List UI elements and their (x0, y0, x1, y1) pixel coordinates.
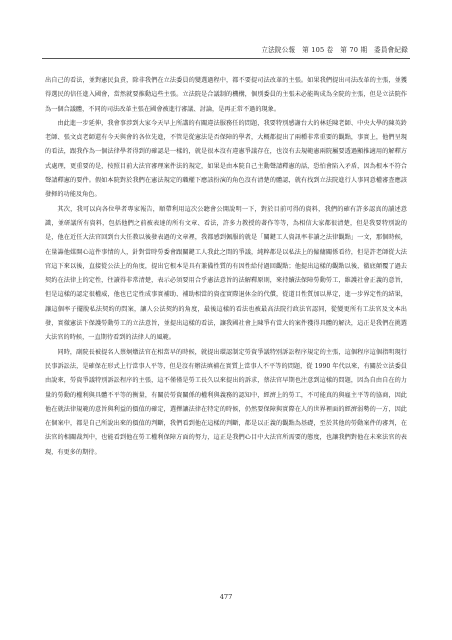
paragraph: 同時，副院長被提名人蔡炯燉法官在相當早的時候，就提出環認制定勞資爭議特別訴訟程序規定的主張，這個程序這個指明現行民事訴訟法，是確保在形式上行當事人平等，但是沒有辦法填補在實質上當事人不平等的問題，從 1990 年代以來，有關於立法委員由說來，勞資爭議特別訴訟程序的主張，這不僅僅是勞工長久以來提出的訴求，蔡法官早期也注意到這樣的問題，因為自由自在的力量的勞動的權利與具體不平等的衡量，有關於勞資關係的權利與義務的認知中，經濟上的勞工，不可能真的與雇主平等的協商，因此他在就法律規範的意旨與利益的價值的確定，選擇讓法律在特定的時候，仍然要保障與實際在人的世界裡面的經濟弱勢的一方，因此在個案中，都是自己所說出來的價值的判斷，我們看到他在這樣的判斷，都是以正義的觀點為基礎，至於其他的勞動案件的審判，在法官的相關裁判中，也能看到他在勞工權利保障方面的努力，這正是我們心目中大法官所需要的態度，也讓我們對他在未來法官的表現，有更多的期待。 (45, 348, 407, 456)
header-divider (42, 58, 410, 59)
paragraph: 出自己的看法，並對憲民負責，除非我們在立法委員的變選過程中，都不要提司法改革的主張。如果我們提出司法改革的主張，並獲得選民的信任進入國會，當然就要推動這些主張。立法院是合議制的機構，個別委員的主張未必能夠成為全院的主張，但是立法院作為一個合議體，不同的司法改革主張在國會被進行審議、討論，是再正常不過的現象。 (45, 77, 407, 113)
body-text (45, 74, 407, 594)
page-header: 立法院公報 第 105 卷 第 70 期 委員會紀錄 (261, 46, 408, 54)
paragraph: 由此進一步延伸，我會事涉到大家今天早上所講的有關違法服務任的問題，我要特別感謝台大的林廷陳老師、中央大學的陳英鈴老師、張文貞老師還有今天與會的各位先進，不管是從憲法是否保障的學者，大概都提出了兩種非常重要的觀點，事實上，他們呈現的看法，跟我作為一個法律學者得到的確認是一樣的，就是很本沒有違憲爭議存在，也沒有去規範憲兩院屬要透過顯推適用的解釋方式處理，更重要的是，按照目前大法官審理案件法的規定，如果是由本院自己主動聲請釋憲的話，恐怕會陷入矛盾，因為根本不符合聲請釋憲的要件。假如本院對於我們在憲法規定的職權下應該扮演的角色沒有清楚的體認，就有找到立法院進行人事同意權審查應該發揮的功能及角色。 (45, 119, 407, 199)
page-number: 477 (219, 593, 233, 601)
paragraph: 其次，我可以向各位學者專家報告，順帶利用這次公聽會公開說明一下，對於目前可得的資料，我們的確有許多認真的讀述意識，並研議所有資料，包括他們之前被表達的所有文章、看法，許多力教授的著作等等，為相信大家都很清楚，但是我要特別說的是，他在近任大法官回到台大任教以後發表過的文章裡，我都感到佩服的就是「關鍵工人資訊率非讀之法律觀點」一文，那個時候，在量籌他媒開心這件事情的人，針對當時勞委會跟關鍵工人我此之間的爭議，純粹都是以私法上的僱傭關係看待，但是許老師從大法官這下來以後，直接從公法上的角度，提出它根本是具有兼備性質的有因性給付過回觀點；他提出這樣的觀點以後，徹底顛覆了過去契約在法律上的定性，往讀得非常清楚，表示必須要用合乎憲法意旨的法解釋原則，來持續法保障勞動勞工，維護社會正義的意旨，但是這樣的認定很權威，他也已定性成事實補助、補助相當的資產實際退休金的代償，從道目性質加以界定，進一步界定性的結果，讓這個率子擺脫私法契約的問案，讓人公法契約的角度，最後這樣的看法也被最高法院行政法官認同，從變更所有工法官及文本出發，實徹憲法下保護勞動勞工的立法意旨，並提出這樣的看法，讓我國社會上陳爭有當大的案件獲得具體的解決，這正是我們在挑選大法官的時候，一直期待看到的法律人的風範。 (45, 205, 407, 342)
